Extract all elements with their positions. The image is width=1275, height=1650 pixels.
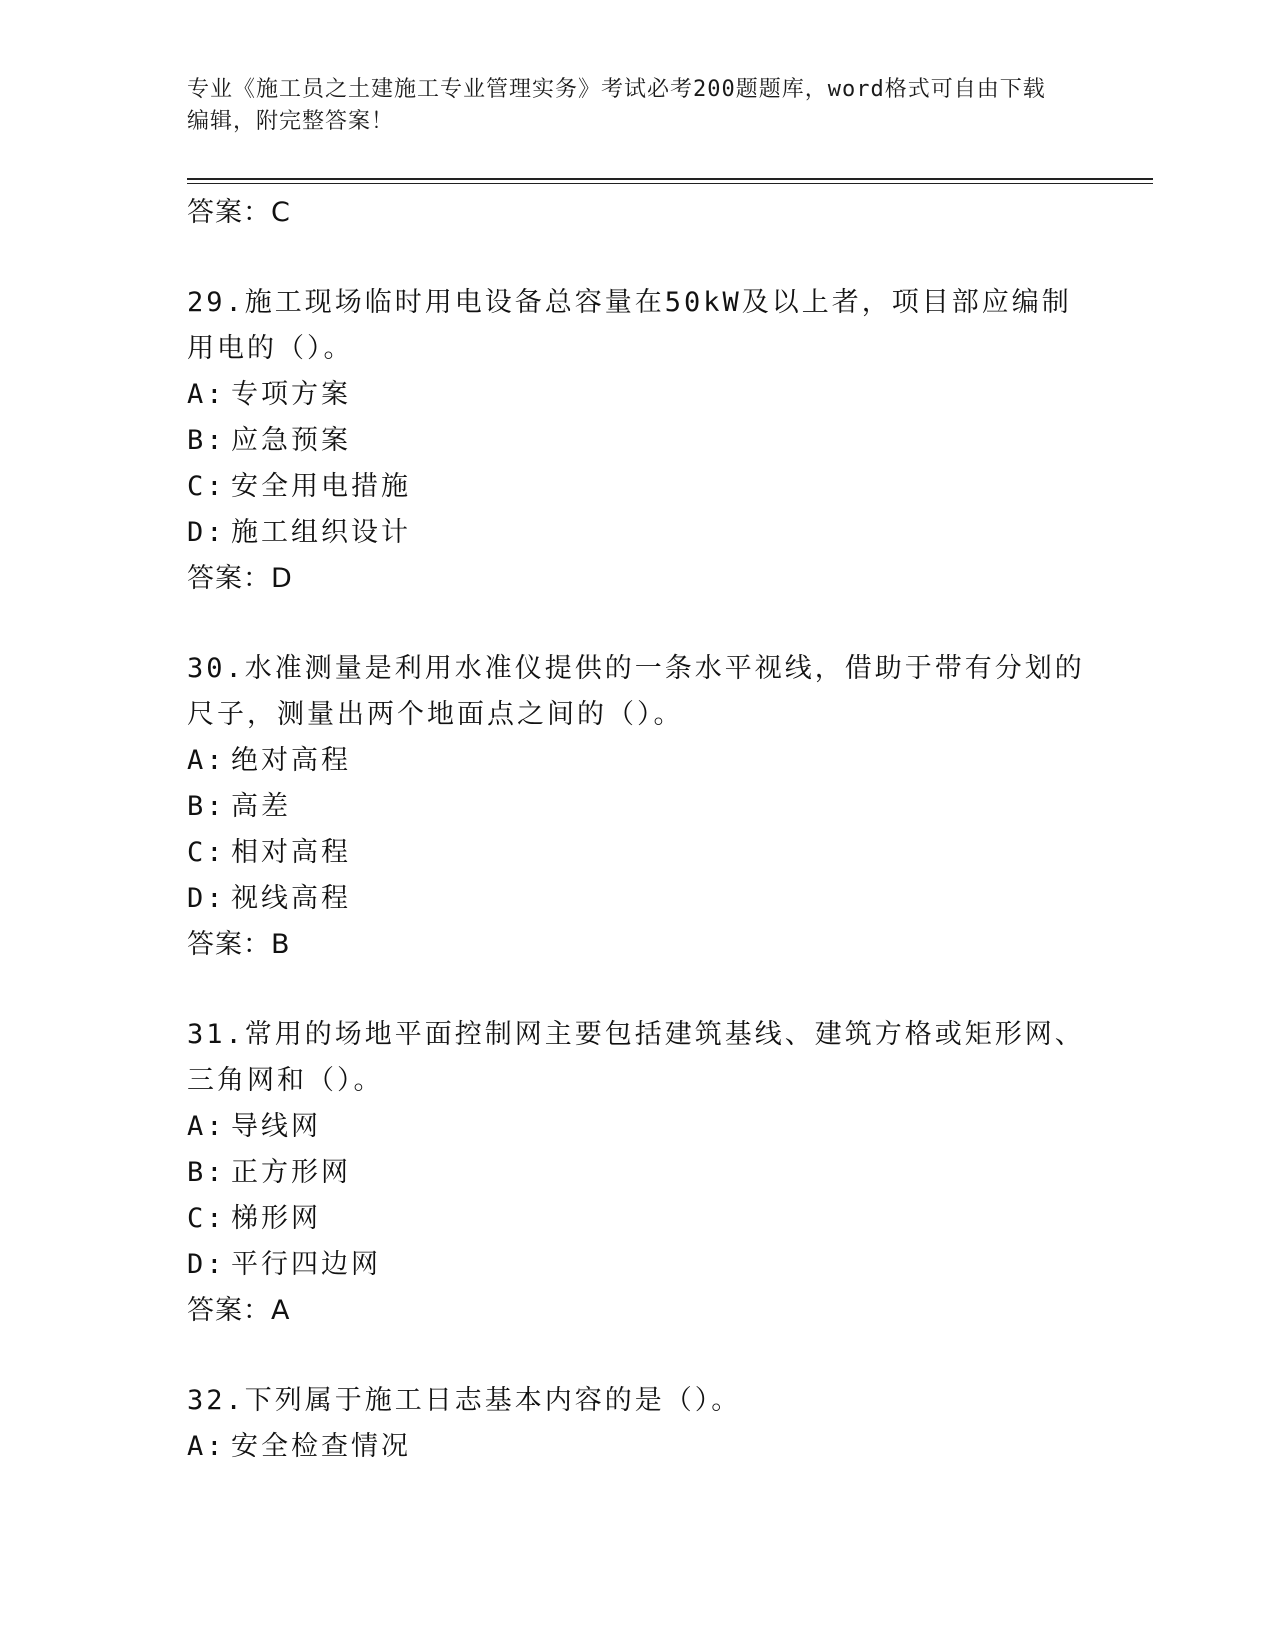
answer-line: 答案：A bbox=[187, 1295, 291, 1326]
option-text: 平行四边网 bbox=[231, 1249, 381, 1280]
question-list bbox=[187, 190, 1087, 1470]
question-29 bbox=[187, 280, 1087, 602]
option-text: 相对高程 bbox=[231, 837, 351, 868]
question-stem: 31.常用的场地平面控制网主要包括建筑基线、建筑方格或矩形网、三角网和（）。 bbox=[187, 1019, 1085, 1096]
question-31 bbox=[187, 1012, 1087, 1334]
option-letter: C: bbox=[187, 1203, 226, 1234]
header-divider bbox=[187, 178, 1153, 180]
option-d bbox=[187, 1242, 1087, 1288]
answer-line: 答案：C bbox=[187, 197, 291, 228]
option-letter: C: bbox=[187, 471, 226, 502]
option-b bbox=[187, 1150, 1087, 1196]
option-a bbox=[187, 1104, 1087, 1150]
option-letter: A: bbox=[187, 1111, 226, 1142]
option-c bbox=[187, 1196, 1087, 1242]
option-text: 绝对高程 bbox=[231, 745, 351, 776]
option-letter: D: bbox=[187, 883, 226, 914]
option-a bbox=[187, 1424, 1087, 1470]
option-text: 安全用电措施 bbox=[231, 471, 411, 502]
option-text: 梯形网 bbox=[231, 1203, 321, 1234]
option-text: 高差 bbox=[231, 791, 291, 822]
option-b bbox=[187, 418, 1087, 464]
question-stem: 32.下列属于施工日志基本内容的是（）。 bbox=[187, 1385, 742, 1416]
question-stem: 30.水准测量是利用水准仪提供的一条水平视线，借助于带有分划的尺子，测量出两个地面点之间的（）。 bbox=[187, 653, 1085, 730]
option-text: 应急预案 bbox=[231, 425, 351, 456]
option-text: 正方形网 bbox=[231, 1157, 351, 1188]
option-letter: D: bbox=[187, 517, 226, 548]
option-text: 专项方案 bbox=[231, 379, 351, 410]
option-letter: B: bbox=[187, 425, 226, 456]
option-c bbox=[187, 464, 1087, 510]
option-d bbox=[187, 876, 1087, 922]
option-d bbox=[187, 510, 1087, 556]
option-letter: B: bbox=[187, 1157, 226, 1188]
option-c bbox=[187, 830, 1087, 876]
header-divider-thin bbox=[187, 183, 1153, 184]
document-header: 专业《施工员之土建施工专业管理实务》考试必考200题题库，word格式可自由下载编辑，附完整答案！ bbox=[187, 77, 1046, 134]
option-letter: A: bbox=[187, 379, 226, 410]
option-letter: A: bbox=[187, 745, 226, 776]
option-b bbox=[187, 784, 1087, 830]
question-stem: 29.施工现场临时用电设备总容量在50kW及以上者，项目部应编制用电的（）。 bbox=[187, 287, 1072, 364]
option-letter: B: bbox=[187, 791, 226, 822]
question-32 bbox=[187, 1378, 1087, 1470]
option-text: 导线网 bbox=[231, 1111, 321, 1142]
option-text: 安全检查情况 bbox=[231, 1431, 411, 1462]
option-a bbox=[187, 738, 1087, 784]
option-text: 视线高程 bbox=[231, 883, 351, 914]
answer-line: 答案：B bbox=[187, 929, 291, 960]
answer-line: 答案：D bbox=[187, 563, 293, 594]
option-a bbox=[187, 372, 1087, 418]
option-letter: A: bbox=[187, 1431, 226, 1462]
option-letter: C: bbox=[187, 837, 226, 868]
option-text: 施工组织设计 bbox=[231, 517, 411, 548]
question-30 bbox=[187, 646, 1087, 968]
option-letter: D: bbox=[187, 1249, 226, 1280]
